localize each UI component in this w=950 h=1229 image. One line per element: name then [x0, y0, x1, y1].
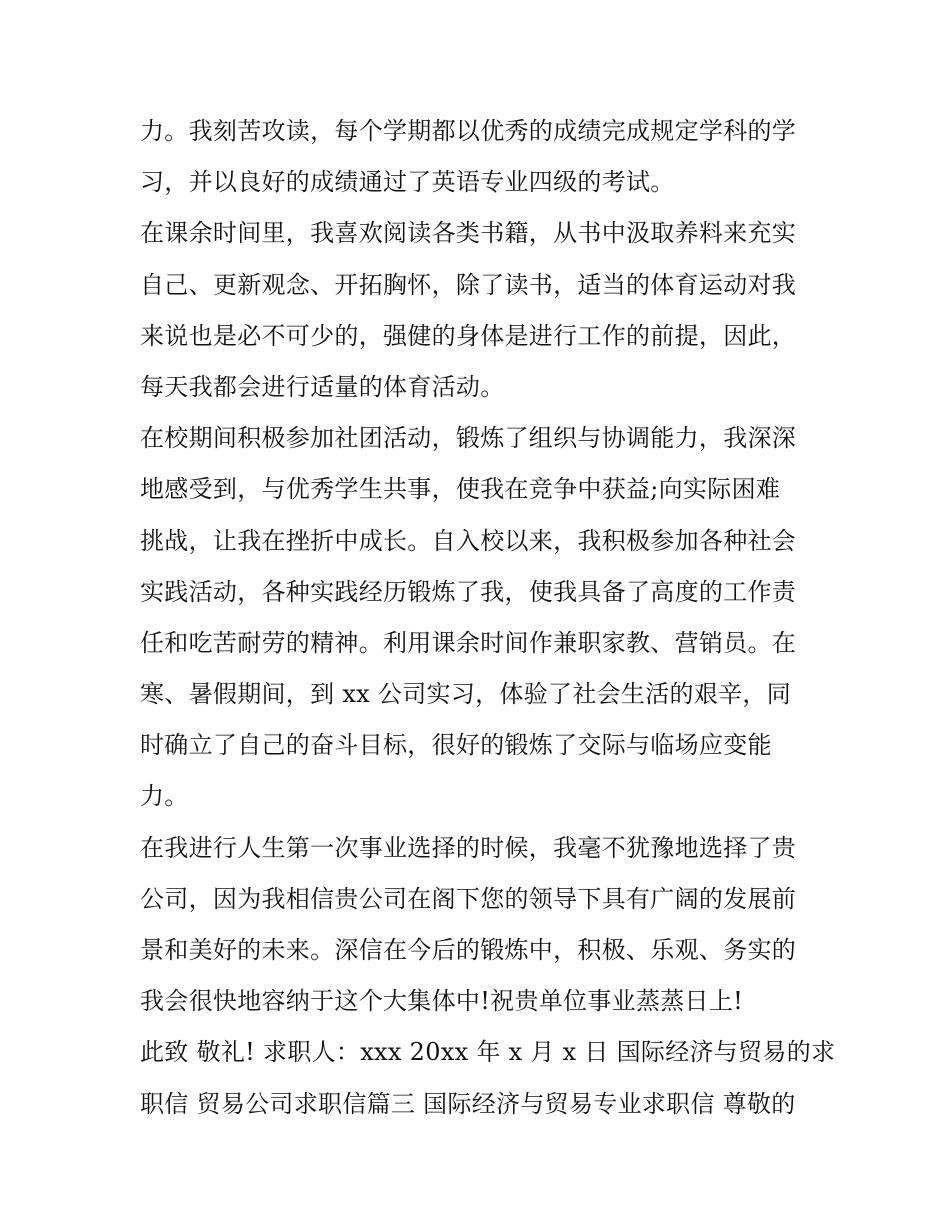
- text-line: 此致 敬礼! 求职人：xxx 20xx 年 x 月 x 日 国际经济与贸易的求: [140, 1038, 836, 1067]
- text-line: 公司，因为我相信贵公司在阁下您的领导下具有广阔的发展前: [140, 884, 797, 913]
- text-line: 景和美好的未来。深信在今后的锻炼中，积极、乐观、务实的: [140, 936, 797, 964]
- text-line: 任和吃苦耐劳的精神。利用课余时间作兼职家教、营销员。在: [140, 628, 797, 657]
- text-line: 习，并以良好的成绩通过了英语专业四级的考试。: [140, 168, 675, 197]
- text-line: 挑战，让我在挫折中成长。自入校以来，我积极参加各种社会: [140, 526, 797, 555]
- text-line: 每天我都会进行适量的体育活动。: [140, 372, 505, 401]
- text-line: 地感受到，与优秀学生共事，使我在竞争中获益;向实际困难: [140, 475, 781, 504]
- text-line: 寒、暑假期间，到 xx 公司实习，体验了社会生活的艰辛，同: [140, 680, 792, 709]
- text-line: 我会很快地容纳于这个大集体中!祝贵单位事业蒸蒸日上!: [140, 987, 744, 1016]
- text-line: 在校期间积极参加社团活动，锻炼了组织与协调能力，我深深: [140, 424, 797, 453]
- text-line: 力。我刻苦攻读，每个学期都以优秀的成绩完成规定学科的学: [140, 117, 797, 145]
- text-line: 职信 贸易公司求职信篇三 国际经济与贸易专业求职信 尊敬的: [140, 1089, 796, 1118]
- text-line: 实践活动，各种实践经历锻炼了我，使我具备了高度的工作责: [140, 577, 797, 606]
- text-line: 时确立了自己的奋斗目标，很好的锻炼了交际与临场应变能: [140, 731, 772, 760]
- text-line: 自己、更新观念、开拓胸怀，除了读书，适当的体育运动对我: [140, 270, 797, 299]
- letter-body: [140, 106, 836, 1130]
- text-line: 在课余时间里，我喜欢阅读各类书籍，从书中汲取养料来充实: [140, 219, 797, 248]
- text-line: 力。: [140, 782, 189, 811]
- text-line: 来说也是必不可少的，强健的身体是进行工作的前提，因此，: [140, 321, 797, 350]
- text-line: 在我进行人生第一次事业选择的时候，我毫不犹豫地选择了贵: [140, 833, 797, 862]
